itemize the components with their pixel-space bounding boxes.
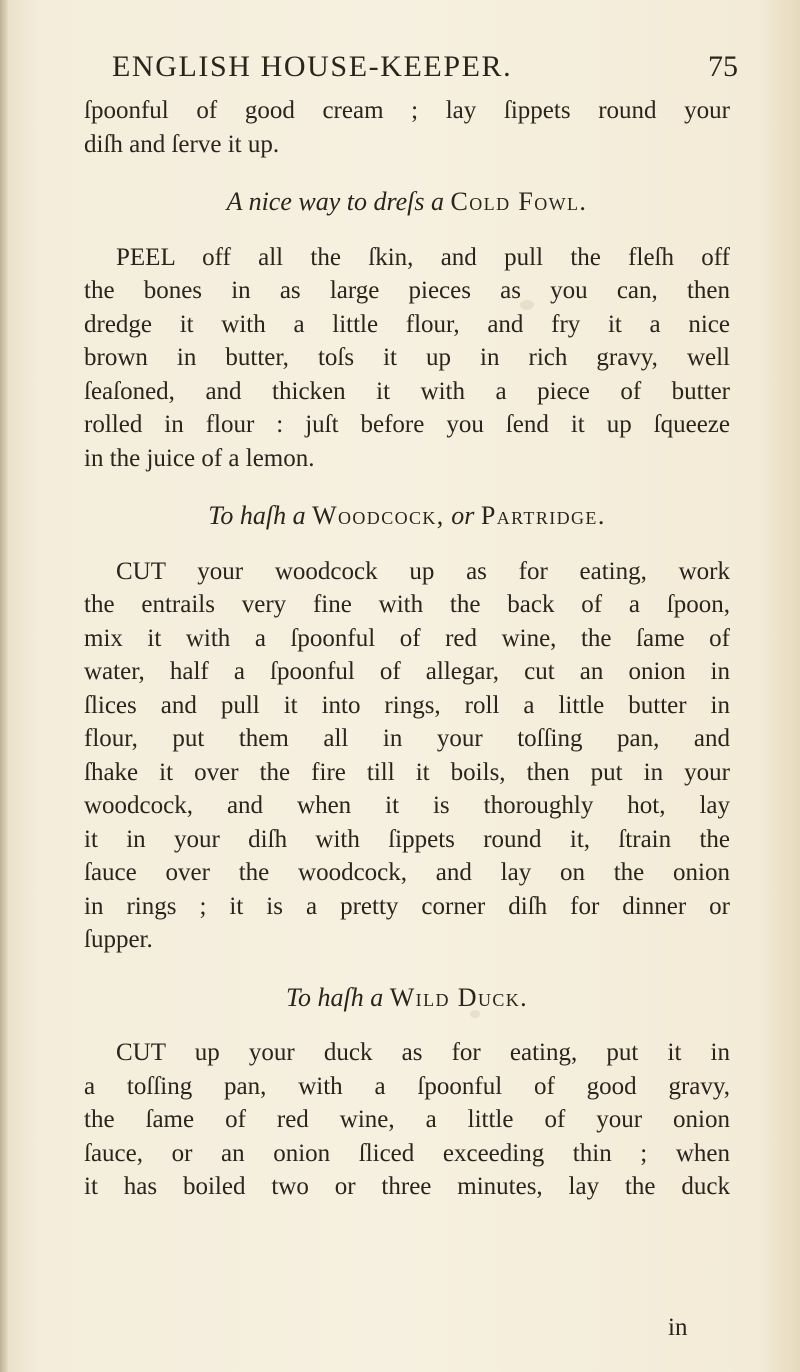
text-line: flour, put them all in your toſſing pan, and — [84, 725, 730, 752]
text-line: ſauce, or an onion ſliced exceeding thin ; when — [84, 1139, 730, 1167]
running-head — [0, 50, 800, 90]
text-line: ſupper. — [84, 926, 153, 953]
catchword: in — [668, 1314, 688, 1341]
heading-small-caps: Partridge. — [480, 501, 606, 530]
text-line: ſpoonful of good cream ; lay ſippets round your — [84, 97, 730, 124]
text-line: ſhake it over the fire till it boils, then put in your — [84, 758, 730, 786]
text-line: ſeaſoned, and thicken it with a piece of butter — [84, 377, 730, 405]
heading-italic: To haſh a — [208, 501, 306, 530]
text-line: water, half a ſpoonful of allegar, cut an onion in — [84, 658, 730, 685]
body-text — [84, 94, 730, 1204]
heading-small-caps: Cold Fowl. — [450, 187, 588, 216]
text-line: the entrails very fine with the back of a ſpoon, — [84, 591, 730, 618]
heading-italic: To haſh a — [285, 982, 384, 1012]
text-line: the ſame of red wine, a little of your onion — [84, 1106, 730, 1133]
text-line: in the juice of a lemon. — [84, 444, 315, 472]
text-line: diſh and ſerve it up. — [84, 130, 280, 158]
text-line: ſauce over the woodcock, and lay on the onion — [84, 859, 730, 886]
heading-italic: or — [451, 501, 475, 530]
text-line: rolled in flour : juſt before you ſend it up ſqueeze — [84, 411, 730, 438]
text-line: mix it with a ſpoonful of red wine, the ſame of — [84, 624, 730, 652]
text-line: PEEL off all the ſkin, and pull the fleſh off — [116, 243, 730, 271]
text-line: in rings ; it is a pretty corner diſh for dinner or — [84, 892, 730, 920]
text-line: brown in butter, toſs it up in rich gravy, well — [84, 344, 730, 371]
page-number: 75 — [708, 50, 738, 83]
heading-italic: A nice way to dreſs a — [226, 187, 445, 216]
text-line: CUT your woodcock up as for eating, work — [116, 557, 730, 585]
heading-small-caps: Woodcock, — [312, 501, 445, 530]
text-line: dredge it with a little flour, and fry it a nice — [84, 310, 730, 338]
page-binding-edge — [0, 0, 8, 1372]
running-title: ENGLISH HOUSE-KEEPER. — [112, 50, 513, 83]
text-line: it has boiled two or three minutes, lay the duck — [84, 1173, 730, 1200]
text-line: a toſſing pan, with a ſpoonful of good gravy, — [84, 1072, 730, 1100]
text-line: the bones in as large pieces as you can, then — [84, 277, 730, 304]
recipe-heading-wild-duck — [84, 981, 730, 1015]
text-line: CUT up your duck as for eating, put it in — [116, 1039, 730, 1066]
text-line: it in your diſh with ſippets round it, ſtrain the — [84, 825, 730, 853]
heading-small-caps: Wild Duck. — [389, 982, 529, 1012]
recipe-heading-cold-fowl — [84, 185, 730, 219]
text-line: woodcock, and when it is thoroughly hot, lay — [84, 792, 730, 819]
text-line: ſlices and pull it into rings, roll a little butter in — [84, 691, 730, 719]
recipe-heading-woodcock — [84, 499, 730, 533]
